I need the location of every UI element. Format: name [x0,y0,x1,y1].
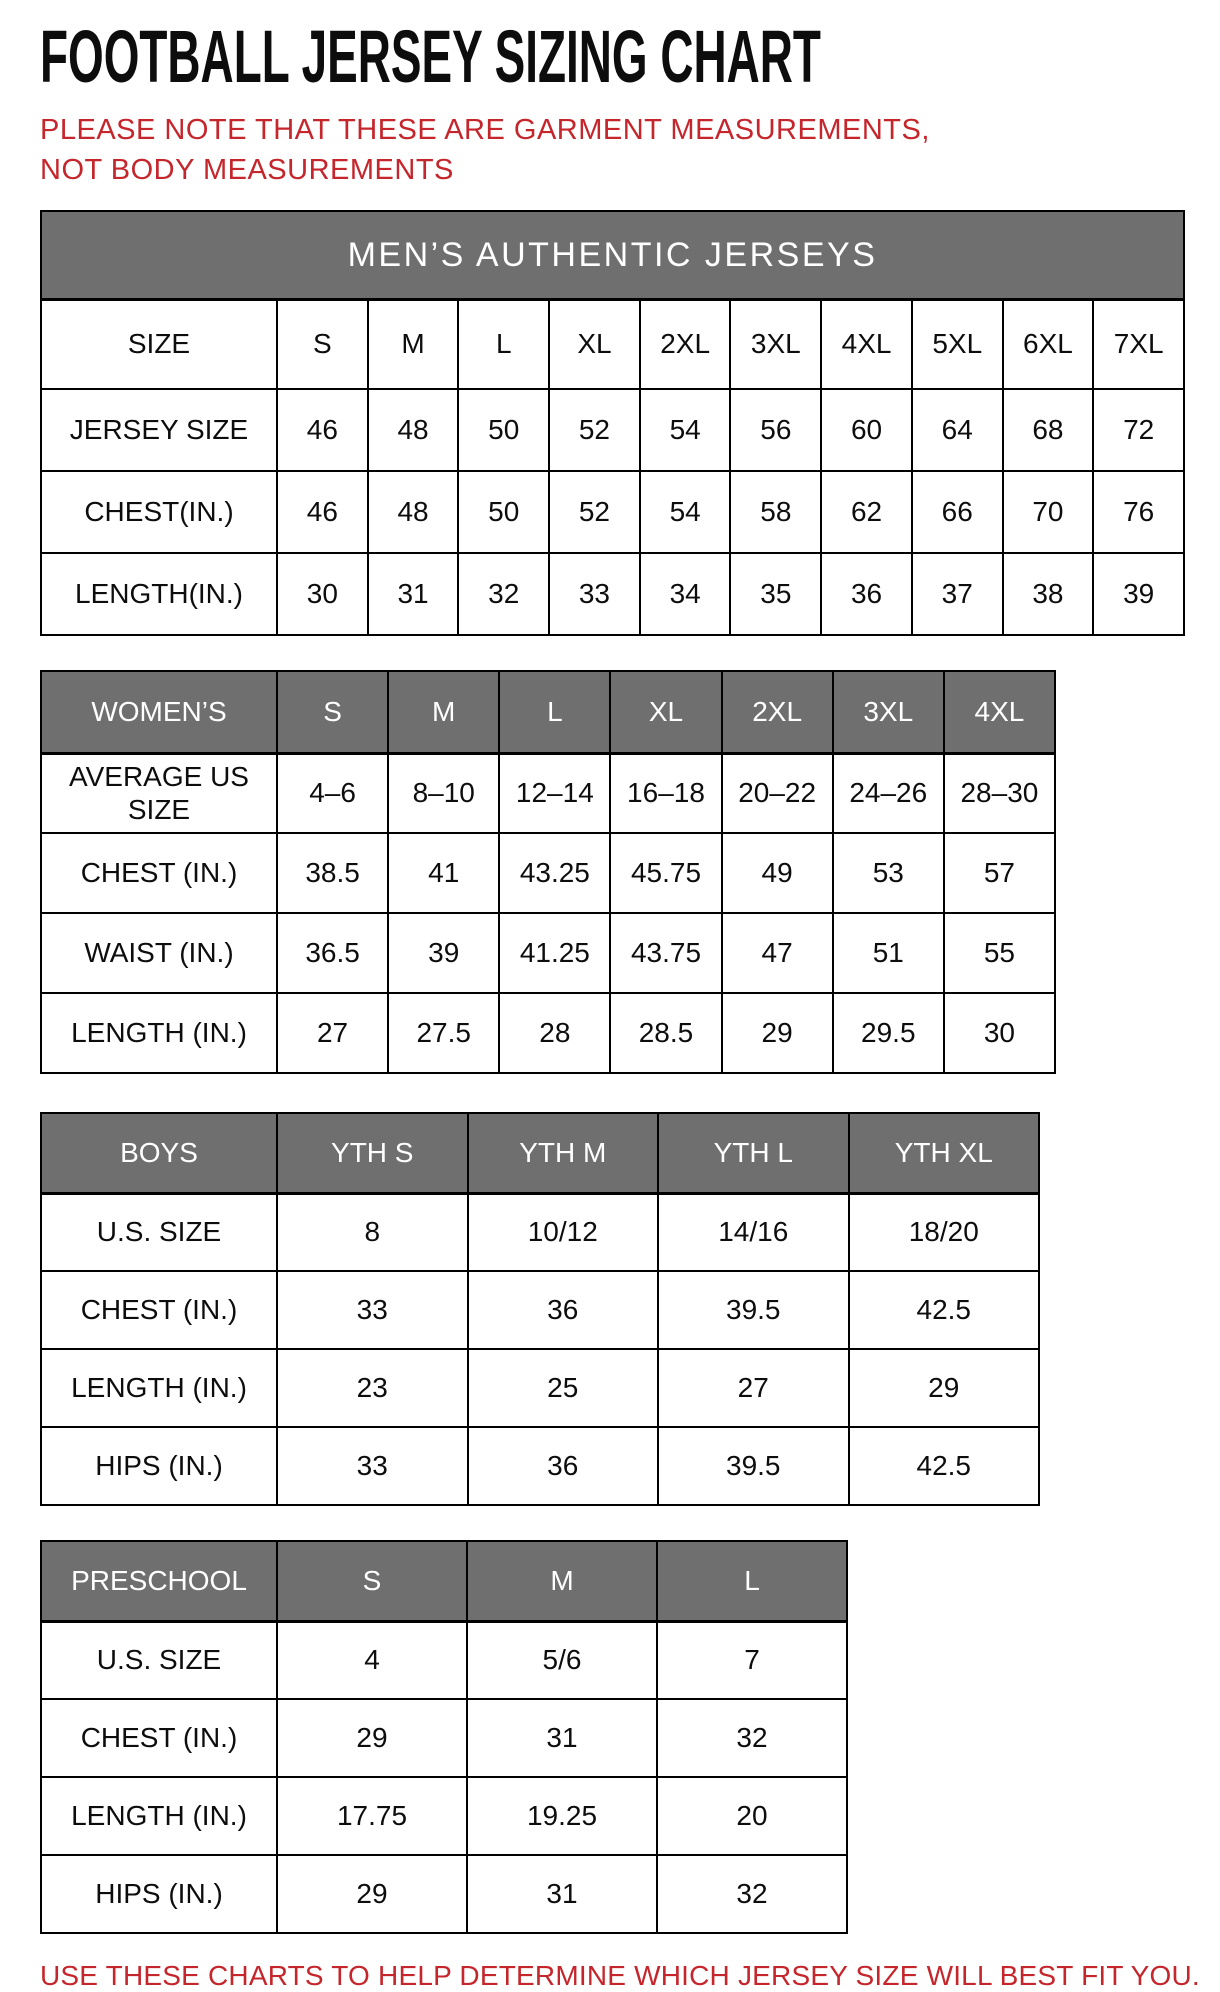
row-value-cell: 7 [656,1620,846,1698]
womens-sizing-table [40,670,1056,1074]
row-value-cell: 34 [639,552,730,634]
header-value-cell: L [498,672,609,752]
row-value-cell: 32 [457,552,548,634]
row-value-cell: 35 [729,552,820,634]
row-value-cell: 48 [367,470,458,552]
header-value-cell: 3XL [832,672,943,752]
row-value-cell: 43.75 [609,912,720,992]
garment-measurements-note: PLEASE NOTE THAT THESE ARE GARMENT MEASUREMENTS, NOT BODY MEASUREMENTS [40,114,930,187]
row-label-cell: AVERAGE US SIZE [42,752,276,832]
header-label-cell: SIZE [42,298,276,388]
footer-text: USE THESE CHARTS TO HELP DETERMINE WHICH JERSEY SIZE WILL BEST FIT YOU. [40,1960,1200,1992]
row-value-cell: 19.25 [466,1776,656,1854]
row-value-cell: 39 [1092,552,1183,634]
header-value-cell: M [466,1542,656,1620]
row-value-cell: 27.5 [387,992,498,1072]
row-label-cell: LENGTH (IN.) [42,1348,276,1426]
row-value-cell: 57 [943,832,1054,912]
row-value-cell: 8 [276,1192,467,1270]
row-value-cell: 33 [276,1270,467,1348]
row-value-cell: 28–30 [943,752,1054,832]
header-value-cell: 3XL [729,298,820,388]
header-label-cell: WOMEN’S [42,672,276,752]
row-value-cell: 24–26 [832,752,943,832]
row-value-cell: 28.5 [609,992,720,1072]
row-value-cell: 30 [943,992,1054,1072]
row-value-cell: 17.75 [276,1776,466,1854]
row-label-cell: U.S. SIZE [42,1192,276,1270]
header-value-cell: YTH XL [848,1114,1039,1192]
row-label-cell: U.S. SIZE [42,1620,276,1698]
row-value-cell: 31 [466,1854,656,1932]
row-value-cell: 41 [387,832,498,912]
row-value-cell: 38 [1002,552,1093,634]
row-value-cell: 36 [467,1426,658,1504]
row-value-cell: 25 [467,1348,658,1426]
page-title: FOOTBALL JERSEY SIZING CHART [40,15,821,98]
row-value-cell: 54 [639,470,730,552]
row-value-cell: 32 [656,1854,846,1932]
row-value-cell: 5/6 [466,1620,656,1698]
row-value-cell: 33 [276,1426,467,1504]
header-label-cell: BOYS [42,1114,276,1192]
row-value-cell: 52 [548,470,639,552]
row-value-cell: 39.5 [657,1270,848,1348]
row-label-cell: HIPS (IN.) [42,1854,276,1932]
row-value-cell: 48 [367,388,458,470]
row-value-cell: 29 [276,1854,466,1932]
row-value-cell: 43.25 [498,832,609,912]
row-value-cell: 62 [820,470,911,552]
row-value-cell: 39.5 [657,1426,848,1504]
header-value-cell: M [367,298,458,388]
row-value-cell: 45.75 [609,832,720,912]
row-value-cell: 50 [457,470,548,552]
boys-sizing-table [40,1112,1040,1506]
row-value-cell: 18/20 [848,1192,1039,1270]
row-value-cell: 42.5 [848,1426,1039,1504]
row-value-cell: 8–10 [387,752,498,832]
row-value-cell: 30 [276,552,367,634]
row-value-cell: 37 [911,552,1002,634]
row-value-cell: 36 [467,1270,658,1348]
header-label-cell: PRESCHOOL [42,1542,276,1620]
row-value-cell: 60 [820,388,911,470]
row-value-cell: 46 [276,388,367,470]
row-value-cell: 38.5 [276,832,387,912]
row-value-cell: 72 [1092,388,1183,470]
row-value-cell: 23 [276,1348,467,1426]
row-value-cell: 56 [729,388,820,470]
row-value-cell: 4 [276,1620,466,1698]
header-value-cell: S [276,1542,466,1620]
header-value-cell: L [656,1542,846,1620]
row-label-cell: WAIST (IN.) [42,912,276,992]
row-value-cell: 27 [276,992,387,1072]
row-label-cell: HIPS (IN.) [42,1426,276,1504]
header-value-cell: 4XL [943,672,1054,752]
row-value-cell: 55 [943,912,1054,992]
row-value-cell: 33 [548,552,639,634]
row-value-cell: 47 [721,912,832,992]
row-value-cell: 10/12 [467,1192,658,1270]
row-value-cell: 29.5 [832,992,943,1072]
row-value-cell: 52 [548,388,639,470]
header-value-cell: XL [548,298,639,388]
row-label-cell: CHEST(IN.) [42,470,276,552]
row-value-cell: 49 [721,832,832,912]
row-value-cell: 27 [657,1348,848,1426]
row-value-cell: 32 [656,1698,846,1776]
row-value-cell: 50 [457,388,548,470]
header-value-cell: 5XL [911,298,1002,388]
row-value-cell: 41.25 [498,912,609,992]
row-value-cell: 66 [911,470,1002,552]
header-value-cell: S [276,672,387,752]
row-value-cell: 28 [498,992,609,1072]
header-value-cell: YTH L [657,1114,848,1192]
header-value-cell: 2XL [721,672,832,752]
row-value-cell: 36.5 [276,912,387,992]
row-value-cell: 29 [848,1348,1039,1426]
row-value-cell: 39 [387,912,498,992]
header-value-cell: YTH M [467,1114,658,1192]
row-value-cell: 76 [1092,470,1183,552]
header-value-cell: 7XL [1092,298,1183,388]
row-value-cell: 54 [639,388,730,470]
mens-authentic-jerseys-table [40,210,1185,636]
row-value-cell: 14/16 [657,1192,848,1270]
header-value-cell: L [457,298,548,388]
row-value-cell: 20–22 [721,752,832,832]
row-value-cell: 4–6 [276,752,387,832]
header-value-cell: S [276,298,367,388]
preschool-sizing-table [40,1540,848,1934]
row-value-cell: 36 [820,552,911,634]
header-value-cell: 2XL [639,298,730,388]
row-value-cell: 29 [721,992,832,1072]
row-value-cell: 16–18 [609,752,720,832]
row-value-cell: 42.5 [848,1270,1039,1348]
row-label-cell: LENGTH(IN.) [42,552,276,634]
row-value-cell: 53 [832,832,943,912]
row-label-cell: LENGTH (IN.) [42,1776,276,1854]
row-value-cell: 20 [656,1776,846,1854]
row-value-cell: 29 [276,1698,466,1776]
row-value-cell: 46 [276,470,367,552]
header-value-cell: M [387,672,498,752]
header-value-cell: XL [609,672,720,752]
table-banner: MEN’S AUTHENTIC JERSEYS [42,212,1183,298]
row-label-cell: CHEST (IN.) [42,1698,276,1776]
header-value-cell: YTH S [276,1114,467,1192]
header-value-cell: 6XL [1002,298,1093,388]
row-label-cell: CHEST (IN.) [42,1270,276,1348]
row-value-cell: 68 [1002,388,1093,470]
row-label-cell: JERSEY SIZE [42,388,276,470]
row-value-cell: 51 [832,912,943,992]
row-label-cell: LENGTH (IN.) [42,992,276,1072]
header-value-cell: 4XL [820,298,911,388]
row-value-cell: 70 [1002,470,1093,552]
row-label-cell: CHEST (IN.) [42,832,276,912]
row-value-cell: 12–14 [498,752,609,832]
row-value-cell: 31 [367,552,458,634]
row-value-cell: 58 [729,470,820,552]
row-value-cell: 64 [911,388,1002,470]
row-value-cell: 31 [466,1698,656,1776]
